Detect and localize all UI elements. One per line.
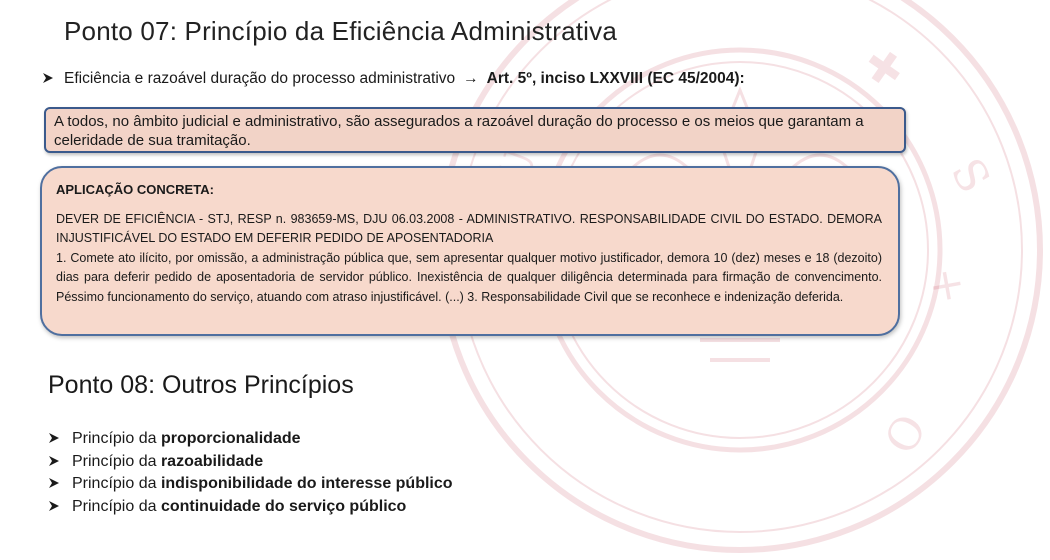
arrow-bullet-icon — [42, 71, 56, 87]
principle-name: continuidade do serviço público — [160, 497, 407, 515]
principle-name: razoabilidade — [160, 452, 264, 470]
constitution-quote-box — [44, 107, 906, 153]
svg-text:S: S — [940, 150, 1000, 202]
application-paragraph-1: DEVER DE EFICIÊNCIA - STJ, RESP n. 983659-MS, DJU 06.03.2008 - ADMINISTRATIVO. RESPONSABILIDADE CIVIL DO ESTADO. DEMORA INJUSTIFICÁVEL DO ESTADO EM DEFERIR PEDIDO DE APOSENTADORIA — [56, 211, 882, 245]
svg-text:+: + — [919, 263, 976, 309]
list-item — [48, 451, 453, 474]
list-item — [48, 428, 453, 451]
principle-prefix: Princípio da — [72, 497, 157, 515]
arrow-bullet-icon — [48, 451, 62, 474]
intro-text: Eficiência e razoável duração do processo administrativo — [64, 70, 456, 87]
application-heading: APLICAÇÃO CONCRETA: — [56, 182, 214, 197]
arrow-bullet-icon — [48, 496, 62, 519]
intro-reference: Art. 5º, inciso LXXVIII (EC 45/2004): — [486, 70, 745, 87]
application-paragraph-2: 1. Comete ato ilícito, por omissão, a administração pública que, sem apresentar qualquer motivo justificador, demora 10 (dez) meses e 18 (dezoito) dias para deferir pedido de aposentadoria de servidor público. Inexistência de qualquer diligência determinada para firmação de convencimento. Péssimo funcionamento do serviço, atuando com atraso injustificável. (...) 3. Responsabilidade Civil que se reconhece e indenização deferida. — [56, 250, 882, 304]
svg-text:O: O — [872, 404, 935, 462]
application-box — [40, 166, 900, 336]
principle-name: indisponibilidade do interesse público — [160, 475, 453, 492]
principle-prefix: Princípio da — [72, 452, 157, 470]
section-title: Ponto 08: Outros Princípios — [48, 371, 354, 399]
right-arrow-icon: → — [463, 70, 479, 87]
arrow-bullet-icon — [48, 428, 62, 451]
intro-bullet — [42, 70, 745, 88]
arrow-bullet-icon — [48, 473, 62, 496]
list-item — [48, 496, 453, 519]
principle-name: proporcionalidade — [160, 430, 301, 447]
slide-title: Ponto 07: Princípio da Eficiência Administrativa — [64, 16, 617, 46]
principles-list — [48, 428, 453, 518]
svg-text:✚: ✚ — [853, 37, 914, 101]
principle-prefix: Princípio da — [72, 475, 157, 492]
principle-prefix: Princípio da — [72, 430, 157, 447]
list-item — [48, 473, 453, 496]
quote-text: A todos, no âmbito judicial e administrativo, são assegurados a razoável duração do processo e os meios que garantam a celeridade de sua tramitação. — [54, 113, 864, 149]
